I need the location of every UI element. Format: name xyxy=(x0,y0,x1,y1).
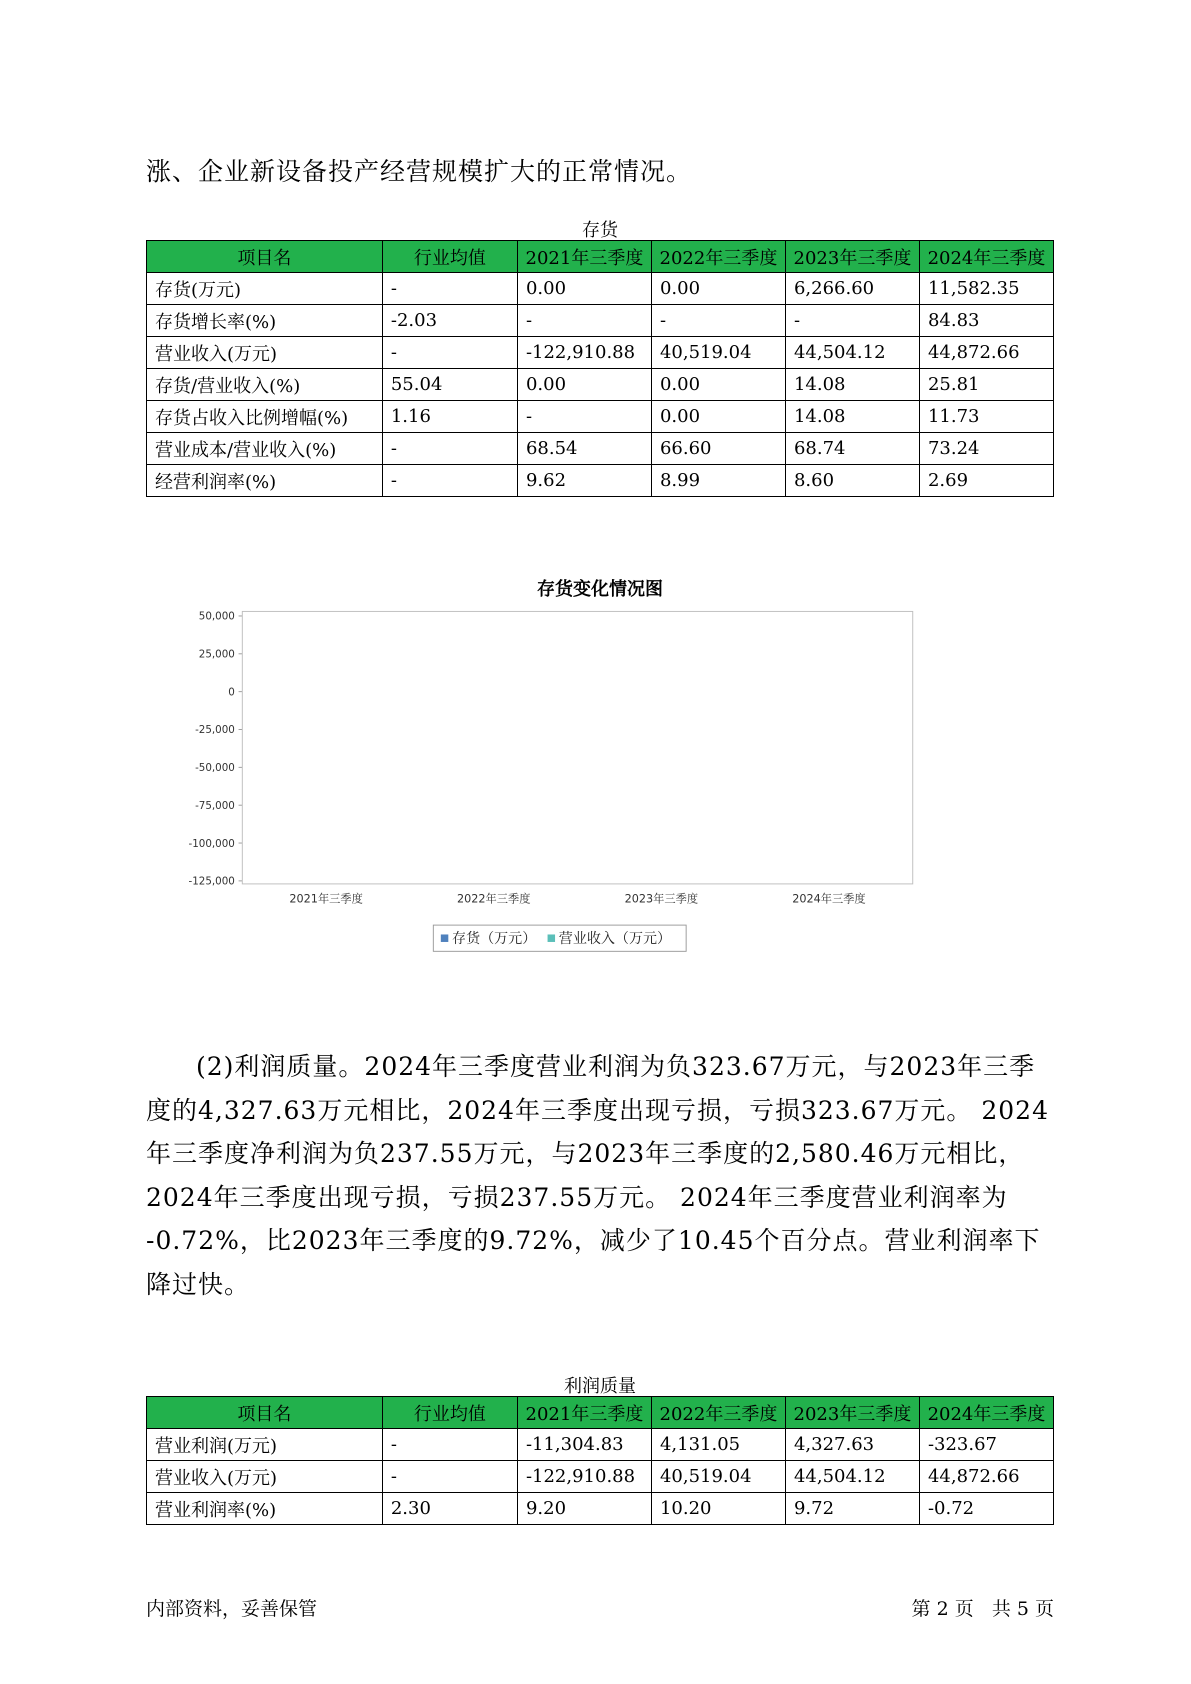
table-cell: 9.20 xyxy=(517,1493,651,1525)
row-label-cell: 经营利润率(%) xyxy=(147,465,383,497)
intro-line: 涨、企业新设备投产经营规模扩大的正常情况。 xyxy=(146,157,693,186)
header-cell: 2024年三季度 xyxy=(919,241,1053,273)
table-cell: - xyxy=(382,433,517,465)
row-label-cell: 存货占收入比例增幅(%) xyxy=(147,401,383,433)
chart-legend xyxy=(433,925,686,951)
legend-swatch xyxy=(548,934,555,941)
table-cell: 10.20 xyxy=(651,1493,785,1525)
inventory-table-caption: 存货 xyxy=(582,220,618,241)
table-cell: 9.72 xyxy=(785,1493,919,1525)
inventory-table xyxy=(146,240,1054,497)
table-cell: - xyxy=(382,1429,517,1461)
y-tick-label: -50,000 xyxy=(195,762,235,775)
row-label-cell: 营业利润率(%) xyxy=(147,1493,383,1525)
table-cell: 11,582.35 xyxy=(919,273,1053,305)
header-cell: 2021年三季度 xyxy=(517,241,651,273)
table-cell: 25.81 xyxy=(919,369,1053,401)
table-cell: - xyxy=(382,337,517,369)
row-label-cell: 存货增长率(%) xyxy=(147,305,383,337)
table-cell: 14.08 xyxy=(785,369,919,401)
y-tick-label: 25,000 xyxy=(198,648,235,661)
table-cell: 44,504.12 xyxy=(785,1461,919,1493)
table-cell: 4,131.05 xyxy=(651,1429,785,1461)
table-cell: 0.00 xyxy=(651,369,785,401)
x-tick-label: 2023年三季度 xyxy=(624,892,699,906)
table-cell: -323.67 xyxy=(919,1429,1053,1461)
table-cell: 73.24 xyxy=(919,433,1053,465)
table-cell: -0.72 xyxy=(919,1493,1053,1525)
table-cell: 44,504.12 xyxy=(785,337,919,369)
table-row xyxy=(147,305,1054,337)
row-label-cell: 营业成本/营业收入(%) xyxy=(147,433,383,465)
profit-table-body xyxy=(147,1429,1054,1525)
row-label-cell: 营业收入(万元) xyxy=(147,337,383,369)
header-cell: 2023年三季度 xyxy=(785,1397,919,1429)
row-label-cell: 存货/营业收入(%) xyxy=(147,369,383,401)
y-tick-label: 0 xyxy=(228,686,235,699)
table-cell: - xyxy=(382,465,517,497)
y-tick-label: -25,000 xyxy=(195,724,235,737)
chart-title: 存货变化情况图 xyxy=(537,579,663,600)
table-row xyxy=(147,465,1054,497)
table-cell: - xyxy=(382,273,517,305)
header-cell: 行业均值 xyxy=(382,1397,517,1429)
table-row xyxy=(147,273,1054,305)
table-cell: 1.16 xyxy=(382,401,517,433)
table-cell: 11.73 xyxy=(919,401,1053,433)
profit-header-row xyxy=(147,1397,1054,1429)
table-cell: - xyxy=(651,305,785,337)
table-cell: 44,872.66 xyxy=(919,1461,1053,1493)
row-label-cell: 营业利润(万元) xyxy=(147,1429,383,1461)
table-cell: 0.00 xyxy=(651,401,785,433)
row-label-cell: 存货(万元) xyxy=(147,273,383,305)
plot-area xyxy=(242,611,912,883)
intro-text xyxy=(146,150,1056,194)
table-cell: 68.54 xyxy=(517,433,651,465)
x-tick-label: 2021年三季度 xyxy=(289,892,363,906)
table-cell: 0.00 xyxy=(517,369,651,401)
legend-label: 存货（万元） xyxy=(452,930,537,947)
chart-canvas xyxy=(146,603,1054,1015)
y-tick-label: -75,000 xyxy=(195,799,235,812)
table-cell: - xyxy=(517,401,651,433)
header-cell: 行业均值 xyxy=(382,241,517,273)
table-cell: 4,327.63 xyxy=(785,1429,919,1461)
legend-label: 营业收入（万元） xyxy=(558,930,672,947)
table-cell: 40,519.04 xyxy=(651,337,785,369)
table-cell: -122,910.88 xyxy=(517,337,651,369)
y-tick-label: 50,000 xyxy=(198,610,235,623)
table-row xyxy=(147,1429,1054,1461)
table-cell: -2.03 xyxy=(382,305,517,337)
table-cell: 9.62 xyxy=(517,465,651,497)
table-cell: 2.69 xyxy=(919,465,1053,497)
table-cell: 44,872.66 xyxy=(919,337,1053,369)
table-cell: - xyxy=(382,1461,517,1493)
table-cell: 8.99 xyxy=(651,465,785,497)
table-cell: 0.00 xyxy=(651,273,785,305)
table-row xyxy=(147,369,1054,401)
profit-table xyxy=(146,1396,1054,1525)
table-cell: 6,266.60 xyxy=(785,273,919,305)
paragraph-line: 降过快。 xyxy=(146,1269,251,1299)
table-cell: -122,910.88 xyxy=(517,1461,651,1493)
header-cell: 2022年三季度 xyxy=(651,1397,785,1429)
table-row xyxy=(147,401,1054,433)
table-cell: 66.60 xyxy=(651,433,785,465)
table-row xyxy=(147,1461,1054,1493)
table-cell: 40,519.04 xyxy=(651,1461,785,1493)
table-cell: - xyxy=(517,305,651,337)
header-cell: 2023年三季度 xyxy=(785,241,919,273)
table-cell: 84.83 xyxy=(919,305,1053,337)
x-tick-label: 2022年三季度 xyxy=(457,892,531,906)
paragraph-line: 2024年三季度出现亏损，亏损237.55万元。 2024年三季度营业利润率为 xyxy=(146,1182,1008,1212)
y-tick-label: -125,000 xyxy=(188,875,235,888)
table-cell: - xyxy=(785,305,919,337)
profit-table-caption: 利润质量 xyxy=(564,1376,636,1397)
profit-paragraph xyxy=(146,1045,1056,1306)
paragraph-line: (2)利润质量。2024年三季度营业利润为负323.67万元，与2023年三季 xyxy=(196,1052,1036,1081)
table-cell: 55.04 xyxy=(382,369,517,401)
header-cell: 2024年三季度 xyxy=(919,1397,1053,1429)
header-cell: 项目名 xyxy=(147,1397,383,1429)
footer-page-number: 第 2 页 共 5 页 xyxy=(911,1598,1054,1620)
paragraph-line: 年三季度净利润为负237.55万元，与2023年三季度的2,580.46万元相比， xyxy=(146,1139,1025,1168)
header-cell: 2021年三季度 xyxy=(517,1397,651,1429)
table-cell: -11,304.83 xyxy=(517,1429,651,1461)
inventory-table-body xyxy=(147,273,1054,497)
table-row xyxy=(147,337,1054,369)
table-row xyxy=(147,433,1054,465)
table-row xyxy=(147,1493,1054,1525)
row-label-cell: 营业收入(万元) xyxy=(147,1461,383,1493)
header-cell: 2022年三季度 xyxy=(651,241,785,273)
table-cell: 8.60 xyxy=(785,465,919,497)
paragraph-line: -0.72%，比2023年三季度的9.72%，减少了10.45个百分点。营业利润率下 xyxy=(146,1226,1041,1255)
y-tick-label: -100,000 xyxy=(188,837,235,850)
table-cell: 0.00 xyxy=(517,273,651,305)
paragraph-line: 度的4,327.63万元相比，2024年三季度出现亏损，亏损323.67万元。 2024 xyxy=(146,1095,1049,1125)
header-cell: 项目名 xyxy=(147,241,383,273)
table-cell: 68.74 xyxy=(785,433,919,465)
legend-swatch xyxy=(441,934,448,941)
inventory-chart xyxy=(146,575,1054,1015)
table-cell: 14.08 xyxy=(785,401,919,433)
table-cell: 2.30 xyxy=(382,1493,517,1525)
x-tick-label: 2024年三季度 xyxy=(792,892,866,906)
inventory-header-row xyxy=(147,241,1054,273)
footer-left: 内部资料，妥善保管 xyxy=(146,1598,318,1620)
